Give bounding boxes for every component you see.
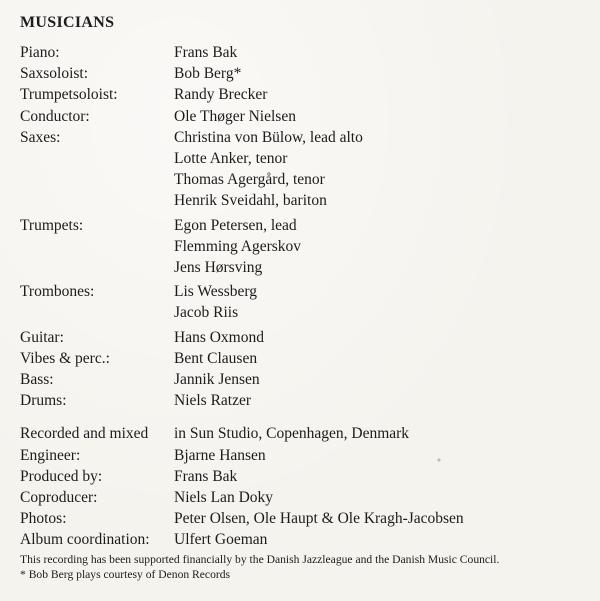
credit-value: Bjarne Hansen <box>174 446 266 464</box>
credit-label: Engineer: <box>20 446 81 464</box>
credit-value: Bent Clausen <box>174 349 258 367</box>
credit-values <box>174 327 590 348</box>
credit-value: Christina von Bülow, lead alto <box>174 128 363 146</box>
credit-value: Lotte Anker, tenor <box>174 150 288 168</box>
credit-label: Album coordination: <box>20 531 150 549</box>
credit-value: Frans Bak <box>174 467 238 485</box>
credit-row <box>20 84 590 105</box>
credit-value: Jannik Jensen <box>174 371 260 389</box>
credit-row <box>20 106 590 127</box>
footer-notes <box>20 552 590 582</box>
credit-row <box>20 445 590 466</box>
credit-values <box>174 281 590 323</box>
credit-row <box>20 63 590 84</box>
credit-label: Trumpetsoloist: <box>20 86 118 104</box>
credit-row <box>20 423 590 444</box>
credit-value: Henrik Sveidahl, bariton <box>174 192 327 210</box>
credit-row <box>20 466 590 487</box>
credit-values <box>174 42 590 63</box>
credit-value: Randy Brecker <box>174 86 268 104</box>
credit-values <box>174 127 590 212</box>
support-note: This recording has been supported financially by the Danish Jazzleague and the Danish Music Council. <box>20 553 500 566</box>
credit-value: in Sun Studio, Copenhagen, Denmark <box>174 425 410 443</box>
credit-values <box>174 508 590 529</box>
credit-value: Hans Oxmond <box>174 328 264 346</box>
credit-values <box>174 466 590 487</box>
credit-values <box>174 445 590 466</box>
paper-speck-icon <box>436 457 442 463</box>
credit-value: Lis Wessberg <box>174 283 257 301</box>
credit-values <box>174 369 590 390</box>
credit-value: Niels Ratzer <box>174 392 252 410</box>
credit-label: Saxes: <box>20 128 61 146</box>
credit-label: Bass: <box>20 371 54 389</box>
credit-label: Vibes & perc.: <box>20 349 110 367</box>
credit-row <box>20 369 590 390</box>
credit-value: Ulfert Goeman <box>174 531 268 549</box>
credit-values <box>174 529 590 550</box>
credit-label: Saxsoloist: <box>20 65 89 83</box>
section-divider-space <box>20 411 590 423</box>
courtesy-note: * Bob Berg plays courtesy of Denon Records <box>20 568 231 581</box>
credit-row <box>20 487 590 508</box>
credit-value: Egon Petersen, lead <box>174 216 297 234</box>
credit-row <box>20 327 590 348</box>
credit-values <box>174 63 590 84</box>
credit-label: Photos: <box>20 510 67 528</box>
credit-values <box>174 390 590 411</box>
credit-label: Recorded and mixed <box>20 425 149 443</box>
credit-row <box>20 390 590 411</box>
credit-label: Piano: <box>20 44 60 61</box>
credit-row <box>20 508 590 529</box>
section-heading: MUSICIANS <box>20 14 115 31</box>
credit-value: Ole Thøger Nielsen <box>174 107 296 125</box>
credit-label: Produced by: <box>20 467 103 485</box>
credit-row <box>20 42 590 63</box>
production-section <box>20 423 590 550</box>
credit-values <box>174 84 590 105</box>
credit-label: Guitar: <box>20 328 64 346</box>
credit-values <box>174 487 590 508</box>
credit-values <box>174 106 590 127</box>
credit-label: Trumpets: <box>20 216 84 234</box>
credit-row <box>20 127 590 212</box>
credit-label: Conductor: <box>20 107 90 125</box>
credit-value: Bob Berg* <box>174 65 242 83</box>
credit-value: Thomas Agergård, tenor <box>174 171 325 189</box>
credit-label: Drums: <box>20 392 67 410</box>
credit-row <box>20 529 590 550</box>
credit-value: Jens Hørsving <box>174 259 263 277</box>
credit-row <box>20 215 590 279</box>
credit-values <box>174 348 590 369</box>
credits-list <box>20 42 590 551</box>
credit-value: Flemming Agerskov <box>174 237 302 255</box>
credit-value: Peter Olsen, Ole Haupt & Ole Kragh-Jacobsen <box>174 510 464 528</box>
credit-value: Frans Bak <box>174 44 238 61</box>
credit-value: Jacob Riis <box>174 304 239 322</box>
credit-label: Coproducer: <box>20 489 98 507</box>
credit-values <box>174 423 590 444</box>
credit-value: Niels Lan Doky <box>174 489 274 507</box>
credit-row <box>20 348 590 369</box>
credit-row <box>20 281 590 323</box>
credit-values <box>174 215 590 279</box>
musicians-section <box>20 42 590 411</box>
credit-label: Trombones: <box>20 283 95 301</box>
